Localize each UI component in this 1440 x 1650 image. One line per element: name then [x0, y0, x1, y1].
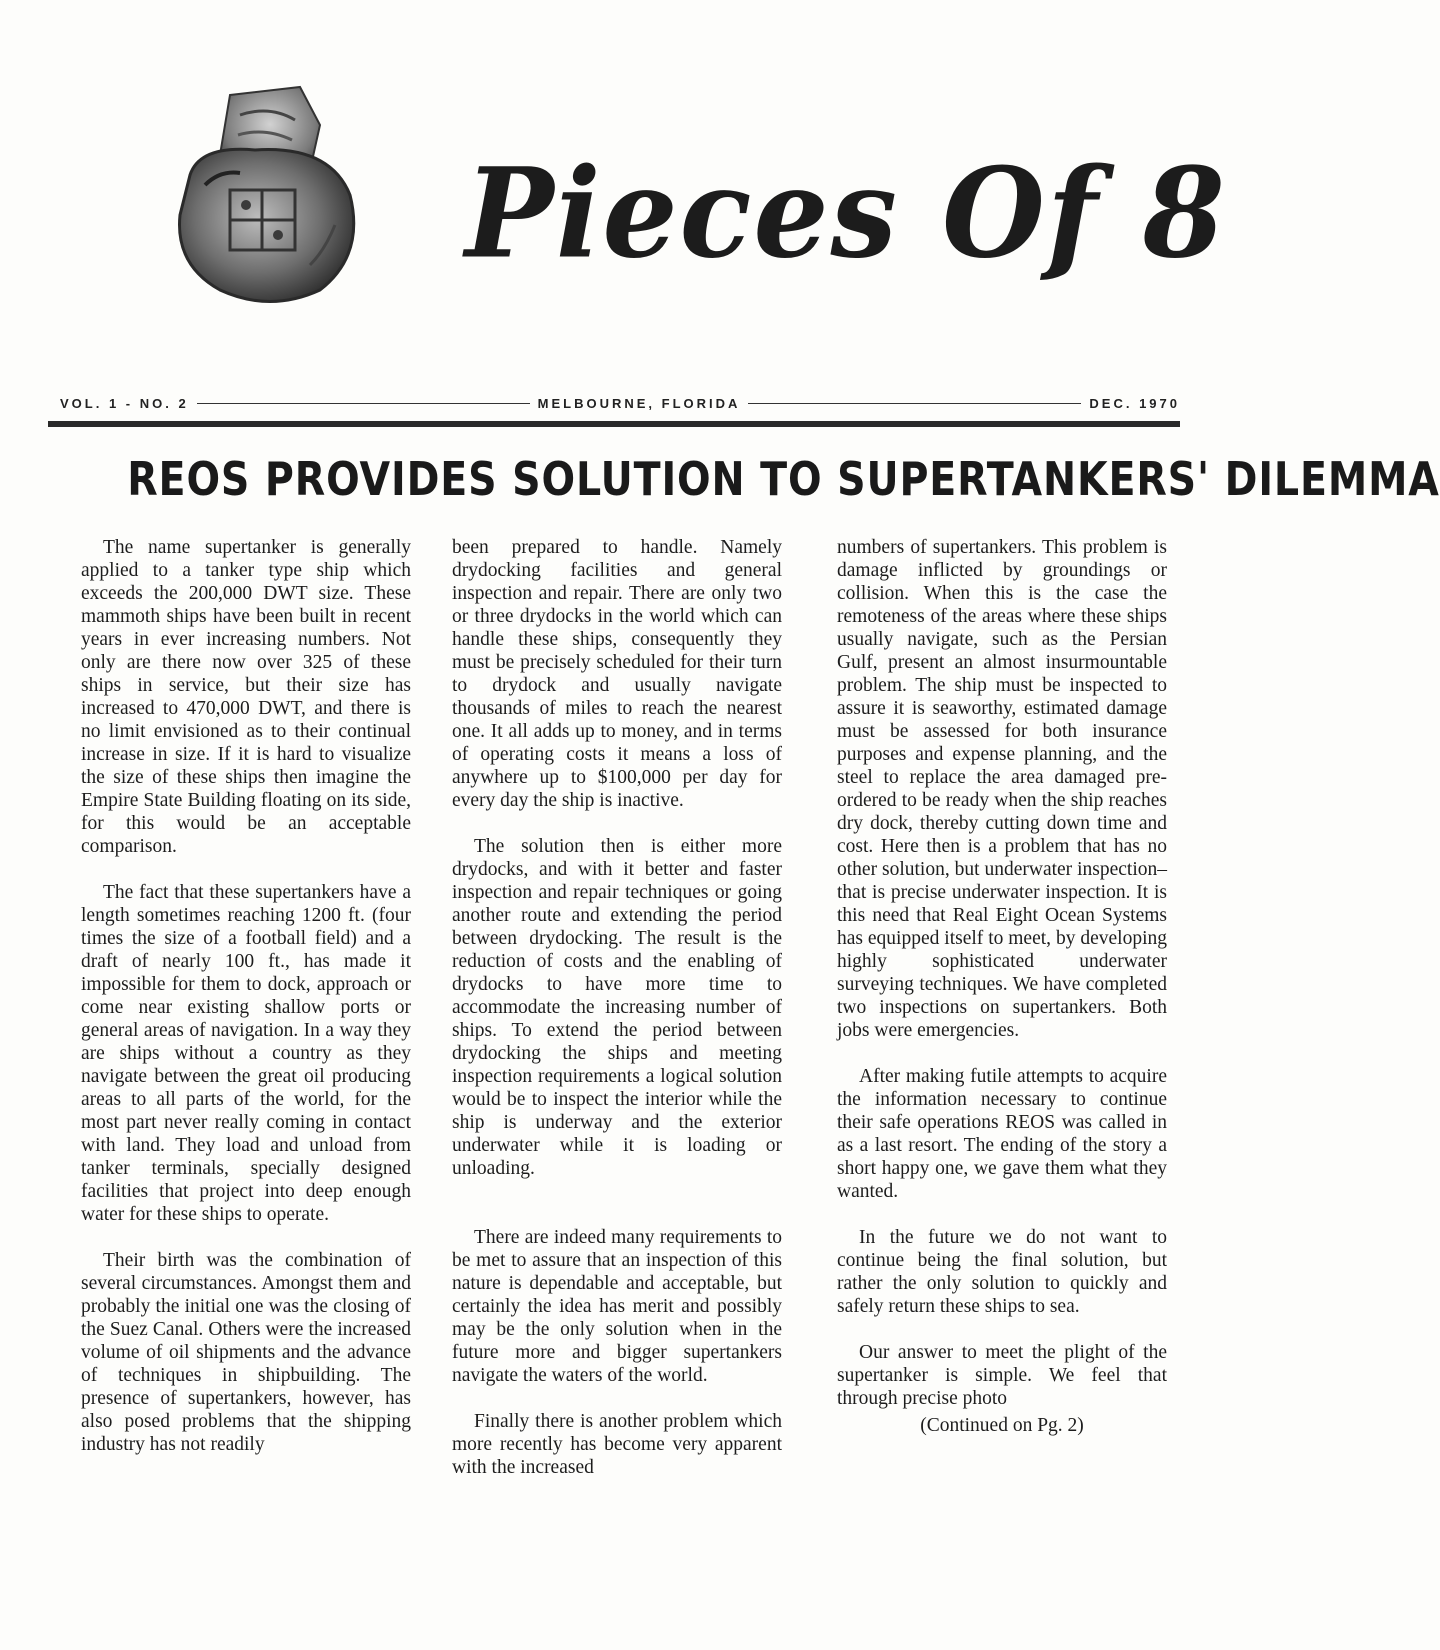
paragraph: Our answer to meet the plight of the supertanker is simple. We feel that through precise photo: [837, 1342, 1167, 1409]
article-headline: REOS PROVIDES SOLUTION TO SUPERTANKERS' DILEMMA: [127, 452, 1440, 506]
issue-line-rule-right: [748, 403, 1081, 404]
paragraph: numbers of supertankers. This problem is damage inflicted by groundings or collision. When this is the case the remoteness of the areas where these ships usually navigate, such as the Persian Gulf, present an almost insurmountable problem. The ship must be inspected to assure it is seaworthy, estimated damage must be assessed for both insurance purposes and expense planning, and the steel to replace the area damaged pre-ordered to be ready when the ship reaches dry dock, thereby cutting down time and cost. Here then is a problem that has no other solution, but underwater inspection–that is precise underwater inspection. It is this need that Real Eight Ocean Systems has equipped itself to meet, by developing highly sophisticated underwater surveying techniques. We have completed two inspections on supertankers. Both jobs were emergencies.: [837, 537, 1167, 1041]
paragraph: After making futile attempts to acquire the information necessary to continue their safe operations REOS was called in as a last resort. The ending of the story a short happy one, we gave them what they wanted.: [837, 1066, 1167, 1202]
article-column-3: [837, 536, 1167, 1460]
paragraph: The fact that these supertankers have a length sometimes reaching 1200 ft. (four times the size of a football field) and a draft of nearly 100 ft., has made it impossible for them to dock, approach or come near existing shallow ports or general areas of navigation. In a way they are ships without a country as they navigate between the great oil producing areas to all parts of the world, for the most part never really coming in contact with land. They load and unload from tanker terminals, specially designed facilities that project into deep enough water for these ships to operate.: [81, 882, 411, 1225]
issue-line-rule-left: [197, 403, 530, 404]
coin-photo-graphic: [160, 85, 375, 310]
masthead-divider: [48, 421, 1180, 427]
article-column-1: [81, 536, 411, 1479]
coin-image: [160, 85, 375, 310]
newsletter-title: Pieces Of 8: [465, 140, 1227, 286]
paragraph: Finally there is another problem which more recently has become very apparent with the increased: [452, 1411, 782, 1478]
paragraph: The solution then is either more drydocks, and with it better and faster inspection and repair techniques or going another route and extending the period between drydocking. The result is the reduction of costs and the enabling of drydocks to have more time to accommodate the increasing number of ships. To extend the period between drydocking the ships and meeting inspection requirements a logical solution would be to inspect the interior while the ship is underway and the exterior underwater while it is loading or unloading.: [452, 836, 782, 1179]
paragraph: been prepared to handle. Namely drydocking facilities and general inspection and repair. There are only two or three drydocks in the world which can handle these ships, consequently they must be precisely scheduled for their turn to drydock and usually navigate thousands of miles to reach the nearest one. It all adds up to money, and in terms of operating costs it means a loss of anywhere up to $100,000 per day for every day the ship is inactive.: [452, 537, 782, 811]
paragraph: In the future we do not want to continue being the final solution, but rather the only solution to quickly and safely return these ships to sea.: [837, 1227, 1167, 1317]
continued-note: (Continued on Pg. 2): [920, 1415, 1084, 1436]
issue-line: [60, 392, 1180, 414]
paragraph: There are indeed many requirements to be met to assure that an inspection of this nature is dependable and acceptable, but certainly the idea has merit and possibly may be the only solution when in the future more and bigger supertankers navigate the waters of the world.: [452, 1227, 782, 1386]
paragraph: The name supertanker is generally applied to a tanker type ship which exceeds the 200,000 DWT size. These mammoth ships have been built in recent years in ever increasing numbers. Not only are there now over 325 of these ships in service, but their size has increased to 470,000 DWT, and there is no limit envisioned as to their continual increase in size. If it is hard to visualize the size of these ships then imagine the Empire State Building floating on its side, for this would be an acceptable comparison.: [81, 537, 411, 857]
paragraph: Their birth was the combination of several circumstances. Amongst them and probably the initial one was the closing of the Suez Canal. Others were the increased volume of oil shipments and the advance of techniques in shipbuilding. The presence of supertankers, however, has also posed problems that the shipping industry has not readily: [81, 1250, 411, 1455]
volume-number: VOL. 1 - NO. 2: [60, 395, 189, 411]
article-column-2: [452, 536, 782, 1502]
issue-date: DEC. 1970: [1089, 395, 1180, 411]
masthead: [0, 0, 1275, 400]
location: MELBOURNE, FLORIDA: [537, 395, 741, 411]
